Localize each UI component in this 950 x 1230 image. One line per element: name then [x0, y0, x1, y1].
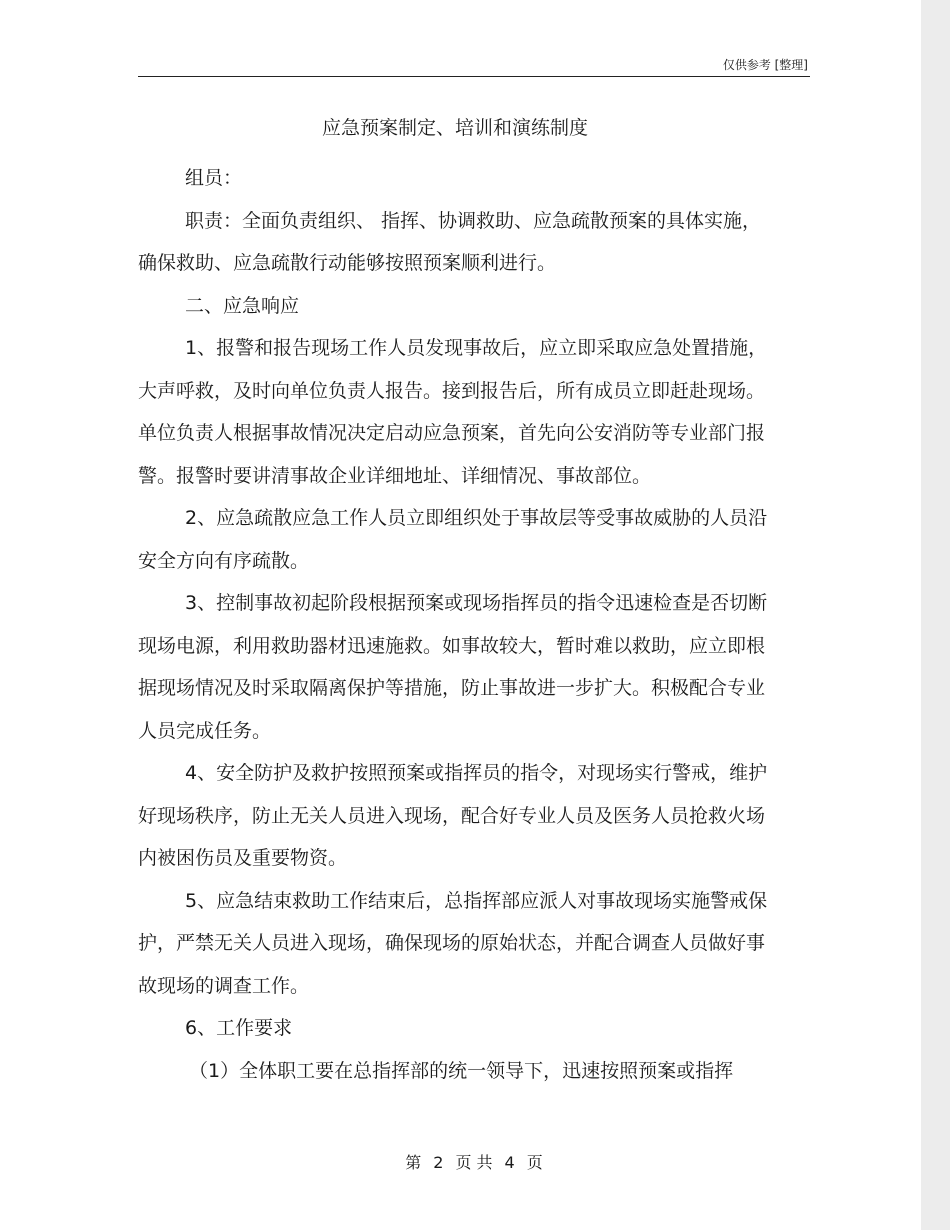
paragraph-subitem-1: （1）全体职工要在总指挥部的统一领导下，迅速按照预案或指挥 [189, 1059, 734, 1082]
header-divider [138, 76, 810, 77]
section-heading-emergency-response: 二、应急响应 [185, 294, 300, 317]
footer-middle: 页 共 [455, 1153, 493, 1172]
paragraph-item-6: 6、工作要求 [185, 1017, 293, 1039]
paragraph-item-3: 3、控制事故初起阶段根据预案或现场指挥员的指令迅速检查是否切断现场电源，利用救助器材迅速施救。如事故较大，暂时难以救助，应立即根据现场情况及时采取隔离保护等措施，防止事故进一步扩大。积极配合专业人员完成任务。 [138, 592, 768, 742]
paragraph-item-5: 5、应急结束救助工作结束后，总指挥部应派人对事故现场实施警戒保护，严禁无关人员进入现场，确保现场的原始状态，并配合调查人员做好事故现场的调查工作。 [138, 889, 768, 997]
footer-total-pages: 4 [504, 1153, 515, 1172]
paragraph-item-2: 2、应急疏散应急工作人员立即组织处于事故层等受事故威胁的人员沿安全方向有序疏散。 [138, 507, 768, 572]
paragraph-item-4: 4、安全防护及救护按照预案或指挥员的指令，对现场实行警戒，维护好现场秩序，防止无关人员进入现场，配合好专业人员及医务人员抢救火场内被困伤员及重要物资。 [138, 762, 768, 869]
footer-suffix: 页 [526, 1153, 543, 1172]
paragraph-item-1: 1、报警和报告现场工作人员发现事故后，应立即采取应急处置措施，大声呼救，及时向单位负责人报告。接到报告后，所有成员立即赶赴现场。单位负责人根据事故情况决定启动应急预案，首先向公安消防等专业部门报警。报警时要讲清事故企业详细地址、详细情况、事故部位。 [138, 337, 768, 487]
header-note: 仅供参考 [整理] [722, 58, 808, 72]
document-body [138, 157, 778, 1092]
footer-prefix: 第 [405, 1153, 422, 1172]
document-title: 应急预案制定、培训和演练制度 [321, 117, 588, 139]
page-footer [138, 1150, 810, 1173]
paragraph-duties: 职责：全面负责组织、 指挥、协调救助、应急疏散预案的具体实施，确保救助、应急疏散行动能够按照预案顺利进行。 [138, 209, 762, 274]
footer-current-page: 2 [433, 1153, 444, 1172]
paragraph-members: 组员： [185, 167, 243, 189]
